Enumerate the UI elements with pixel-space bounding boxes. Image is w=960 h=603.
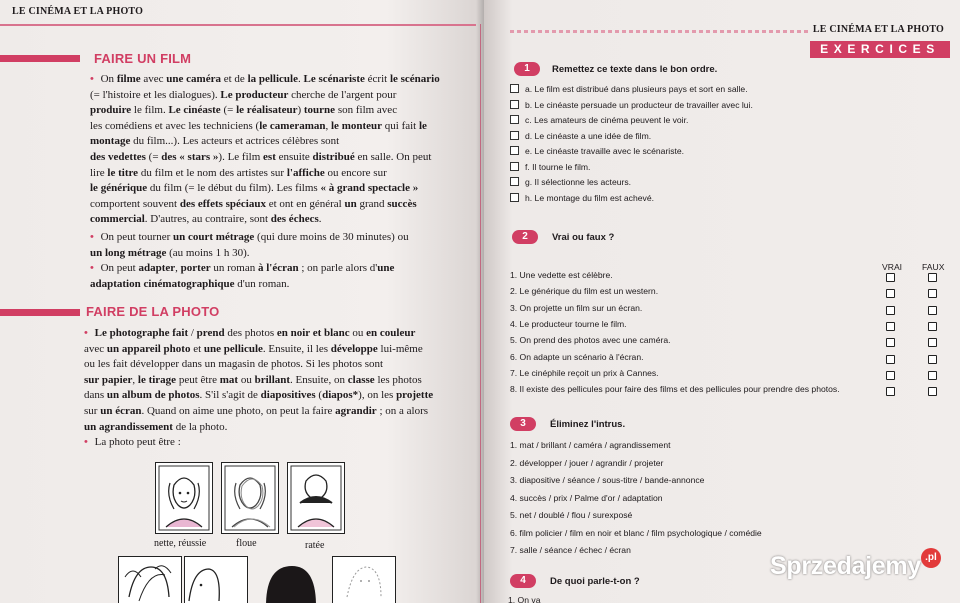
text-run: , (175, 262, 181, 275)
text-run: lui-même (377, 342, 423, 355)
ex4-title: De quoi parle-t-on ? (550, 576, 640, 587)
section1-title: FAIRE UN FILM (94, 51, 192, 66)
text-line (90, 212, 450, 228)
false-checkbox[interactable] (928, 322, 937, 331)
text-run: et ont en général (265, 197, 345, 210)
ex3-item: 4. succès / prix / Palme d'or / adaptation (510, 492, 663, 503)
text-run: ). Le film (218, 150, 264, 163)
bold-term: la pellicule (247, 73, 298, 85)
text-run: . (318, 213, 322, 226)
photo-cropped-illustration (184, 556, 248, 603)
text-run: ( (315, 389, 323, 402)
bold-term: classe (347, 373, 375, 386)
ex2-title: Vrai ou faux ? (552, 232, 615, 243)
true-checkbox[interactable] (886, 306, 895, 315)
bold-term: une (377, 262, 395, 275)
ordering-checkbox[interactable] (510, 177, 519, 186)
text-line (90, 230, 450, 246)
photo-failed-illustration (287, 462, 345, 534)
ex1-item (510, 177, 631, 187)
bold-term: le (418, 119, 427, 132)
true-checkbox[interactable] (886, 387, 895, 396)
ex1-item (510, 146, 684, 156)
ordering-checkbox[interactable] (510, 115, 519, 124)
text-line (90, 88, 450, 104)
photo-sharp-illustration (155, 462, 213, 534)
ex1-item (510, 162, 590, 172)
ex1-item (510, 115, 688, 125)
bold-term: le tirage (137, 373, 177, 386)
true-checkbox[interactable] (886, 338, 895, 347)
ex2-number-badge: 2 (512, 230, 538, 244)
bold-term: sur papier (84, 373, 133, 386)
false-checkbox[interactable] (928, 273, 937, 282)
watermark-text: Sprzedajemy (770, 552, 921, 580)
text-run: ; on a alors (376, 404, 429, 417)
text-line (84, 342, 449, 358)
text-run: ; on parle alors d' (298, 262, 378, 275)
text-line (84, 404, 449, 420)
ex2-item: 6. On adapte un scénario à l'écran. (510, 351, 644, 362)
text-run: / (188, 327, 197, 339)
ex1-title: Remettez ce texte dans le bon ordre. (552, 64, 718, 75)
bold-term: tourne (303, 104, 336, 117)
bold-term: le scénario (389, 73, 440, 85)
section2-marker-bar (0, 309, 80, 316)
false-checkbox[interactable] (928, 338, 937, 347)
caption-failed: ratée (305, 540, 325, 551)
ex1-item-text: d. Le cinéaste a une idée de film. (525, 130, 652, 141)
text-line (90, 277, 450, 293)
text-run: du film (= le début du film). Les films (147, 182, 321, 195)
text-line (90, 261, 450, 277)
text-run: écrit (364, 73, 390, 85)
text-run: ou encore sur (324, 166, 387, 179)
text-run: un roman (210, 262, 258, 275)
watermark-badge: .pl (921, 548, 941, 568)
bold-term: porter (180, 262, 211, 275)
false-checkbox[interactable] (928, 289, 937, 298)
text-run: • (90, 262, 97, 275)
ex4-number-badge: 4 (510, 574, 536, 588)
text-run: ), on les (358, 389, 397, 402)
text-run: ensuite (275, 150, 313, 163)
left-header-rule (0, 24, 476, 26)
ex3-item: 2. développer / jouer / agrandir / projeter (510, 457, 664, 468)
bold-term: un long métrage (90, 246, 167, 259)
ordering-checkbox[interactable] (510, 146, 519, 155)
text-line (84, 326, 449, 342)
bold-term: est (263, 150, 276, 163)
bold-term: en noir et blanc (276, 327, 350, 339)
left-running-head: LE CINÉMA ET LA PHOTO (12, 6, 144, 17)
text-run: . Quand on aime une photo, on peut la faire (141, 404, 336, 417)
ex2-item: 8. Il existe des pellicules pour faire des films et des pellicules pour prendre des photos. (510, 384, 840, 395)
photo-blurry-illustration (221, 462, 279, 534)
ex1-item-text: a. Le film est distribué dans plusieurs pays et sort en salle. (525, 84, 748, 94)
ex2-item: 3. On projette un film sur un écran. (510, 302, 643, 313)
bold-term: produire (90, 104, 132, 117)
text-line (90, 72, 450, 88)
false-checkbox[interactable] (928, 371, 937, 380)
bold-term: Le producteur (220, 88, 289, 101)
text-run: , (132, 373, 138, 386)
text-run: le film. (131, 104, 169, 117)
ex1-item (510, 84, 748, 94)
bold-term: montage (90, 135, 131, 148)
ex1-number-badge: 1 (514, 62, 540, 76)
text-run: La photo peut être : (94, 436, 181, 449)
photo-dark-illustration (260, 556, 322, 603)
ex2-item: 4. Le producteur tourne le film. (510, 318, 627, 329)
text-run: . D'autres, au contraire, sont (144, 213, 271, 226)
section2-paragraph (84, 326, 449, 451)
bold-term: un album de photos (106, 389, 200, 402)
text-run: • (90, 73, 97, 85)
true-checkbox[interactable] (886, 289, 895, 298)
text-run: • (84, 436, 91, 449)
ex2-item: 1. Une vedette est célèbre. (510, 270, 613, 280)
text-run: et (190, 342, 204, 355)
bold-term: développe (330, 342, 378, 355)
text-run: d'un roman. (234, 277, 290, 290)
text-line (90, 119, 450, 135)
text-run: (= l'histoire et les dialogues). (90, 88, 221, 101)
ordering-checkbox[interactable] (510, 84, 519, 93)
ex3-item: 5. net / doublé / flou / surexposé (510, 510, 633, 520)
text-line (90, 103, 450, 119)
ex3-number-badge: 3 (510, 417, 536, 431)
bold-term: diapos* (322, 389, 359, 402)
bold-term: une caméra (166, 73, 221, 85)
text-run: (= (220, 104, 237, 117)
false-checkbox[interactable] (928, 387, 937, 396)
text-run: • (90, 231, 97, 243)
ex1-item-text: b. Le cinéaste persuade un producteur de travailler avec lui. (525, 99, 753, 110)
text-run: ou (238, 373, 255, 386)
bold-term: un (344, 197, 357, 210)
bold-term: des effets spéciaux (179, 197, 266, 210)
text-run: peut être (176, 373, 220, 386)
bold-term: adapter (138, 262, 176, 275)
ex1-item-text: h. Le montage du film est achevé. (525, 192, 654, 203)
ordering-checkbox[interactable] (510, 193, 519, 202)
text-run: du film...). Les acteurs et actrices célèbres sont (130, 135, 340, 148)
bold-term: adaptation cinématographique (90, 277, 235, 290)
text-run: comportent souvent (90, 197, 180, 210)
ex1-item (510, 193, 654, 203)
ex1-item-text: g. Il sélectionne les acteurs. (525, 177, 632, 187)
exercices-banner: EXERCICES (810, 41, 950, 58)
text-run: On peut tourner (100, 231, 174, 243)
false-checkbox[interactable] (928, 355, 937, 364)
text-line (84, 373, 449, 389)
bold-term: en couleur (366, 327, 416, 339)
text-run: On (100, 73, 117, 85)
bold-term: le titre (107, 166, 139, 179)
text-run: . S'il s'agit de (199, 389, 261, 402)
text-line (84, 435, 449, 451)
text-run: sur (84, 404, 101, 417)
true-checkbox[interactable] (886, 322, 895, 331)
text-run: • (84, 327, 91, 339)
text-run: cherche de l'argent pour (288, 88, 397, 101)
bold-term: le générique (90, 182, 148, 195)
ex3-item: 6. film policier / film en noir et blanc / film psychologique / comédie (510, 527, 762, 538)
ex2-item: 5. On prend des photos avec une caméra. (510, 335, 671, 346)
text-run: qui fait (382, 119, 419, 132)
bold-term: le cameraman (259, 119, 326, 132)
text-run: avec (140, 73, 167, 85)
bold-term: Le cinéaste (168, 104, 221, 117)
bold-term: l'affiche (286, 166, 325, 179)
caption-sharp: nette, réussie (154, 538, 207, 549)
bold-term: des échecs (270, 213, 319, 226)
text-line (90, 197, 450, 213)
ordering-checkbox[interactable] (510, 131, 519, 140)
caption-blurry: floue (236, 538, 257, 549)
section1-paragraph (90, 72, 450, 228)
text-run: les comédiens et avec les techniciens ( (90, 119, 260, 132)
bold-term: des vedettes (90, 150, 146, 163)
bold-term: une pellicule (203, 342, 263, 355)
text-run: ou les fait développer dans un magasin de photos. Si les photos sont (84, 358, 384, 371)
bold-term: projette (396, 389, 434, 402)
bold-term: Le scénariste (303, 73, 365, 85)
bold-term: filme (116, 73, 141, 85)
photo-double-exposure-illustration (118, 556, 182, 603)
section1-notes (90, 230, 450, 292)
bold-term: « à grand spectacle » (320, 182, 419, 195)
text-run: son film avec (335, 104, 398, 117)
bold-term: un écran (100, 404, 142, 417)
ordering-checkbox[interactable] (510, 100, 519, 109)
section2-title: FAIRE DE LA PHOTO (86, 304, 220, 319)
text-run: (au moins 1 h 30). (166, 246, 250, 259)
ex2-item: 2. Le générique du film est un western. (510, 286, 659, 297)
true-checkbox[interactable] (886, 371, 895, 380)
bold-term: diapositives (260, 389, 316, 402)
bold-term: succès (387, 197, 417, 210)
text-run: des photos (224, 327, 277, 339)
ex4-partial-line: 1. On va (508, 595, 541, 603)
ex1-item (510, 131, 651, 141)
false-checkbox[interactable] (928, 306, 937, 315)
section1-marker-bar (0, 55, 80, 62)
bold-term: mat (219, 373, 239, 386)
text-run: dans (84, 389, 107, 402)
true-checkbox[interactable] (886, 273, 895, 282)
text-run: ou (349, 327, 367, 339)
ex3-item: 1. mat / brillant / caméra / agrandissement (510, 440, 671, 450)
right-page (484, 0, 960, 603)
bold-term: Le photographe fait (94, 327, 189, 339)
text-run: en salle. On peut (354, 150, 432, 163)
bold-term: le monteur (331, 119, 383, 132)
ex1-item-text: e. Le cinéaste travaille avec le scénariste. (525, 146, 685, 156)
text-line (90, 166, 450, 182)
text-run: de la photo. (172, 420, 228, 433)
text-line (90, 246, 450, 262)
text-line (90, 150, 450, 166)
text-line (84, 357, 449, 373)
photo-faded-illustration (332, 556, 396, 603)
text-line (84, 388, 449, 404)
bold-term: le réalisateur (236, 104, 298, 117)
ex2-col-false: FAUX (922, 262, 945, 272)
ex3-item: 7. salle / séance / échec / écran (510, 545, 631, 555)
bold-term: brillant (254, 373, 291, 386)
true-checkbox[interactable] (886, 355, 895, 364)
text-line (84, 420, 449, 436)
bold-term: commercial (90, 213, 145, 226)
bold-term: un court métrage (173, 231, 255, 243)
text-run: les photos (374, 373, 422, 386)
ex1-item (510, 100, 753, 110)
text-line (90, 181, 450, 197)
text-run: . Ensuite, il les (262, 342, 331, 355)
text-run: . (297, 73, 304, 85)
bold-term: prend (196, 327, 225, 339)
text-run: , (325, 119, 331, 132)
ex3-item: 3. diapositive / séance / sous-titre / bande-annonce (510, 475, 705, 485)
ex1-item-text: f. Il tourne le film. (525, 161, 591, 172)
text-run: lire (90, 166, 108, 179)
bold-term: des « stars » (161, 150, 219, 163)
bold-term: distribué (312, 150, 355, 163)
ex1-item-text: c. Les amateurs de cinéma peuvent le voir. (525, 115, 689, 125)
text-run: et de (220, 73, 248, 85)
ex2-col-true: VRAI (882, 262, 903, 272)
right-header-dashes (510, 30, 810, 33)
text-run: On peut (100, 262, 139, 275)
bold-term: agrandir (335, 404, 377, 417)
text-run: du film et le nom des artistes sur (138, 166, 287, 179)
ex2-item: 7. Le cinéphile reçoit un prix à Cannes. (510, 367, 659, 378)
text-run: grand (356, 197, 388, 210)
text-run: (qui dure moins de 30 minutes) ou (254, 231, 409, 243)
right-running-head: LE CINÉMA ET LA PHOTO (812, 24, 944, 35)
text-line (90, 134, 450, 150)
text-run: avec (84, 342, 107, 355)
text-run: (= (145, 150, 162, 163)
text-run: ) (297, 104, 304, 117)
bold-term: à l'écran (257, 262, 299, 275)
ordering-checkbox[interactable] (510, 162, 519, 171)
ex3-title: Éliminez l'intrus. (550, 419, 626, 430)
text-run: . Ensuite, on (290, 373, 348, 386)
bold-term: un agrandissement (84, 420, 173, 433)
bold-term: un appareil photo (106, 342, 191, 355)
